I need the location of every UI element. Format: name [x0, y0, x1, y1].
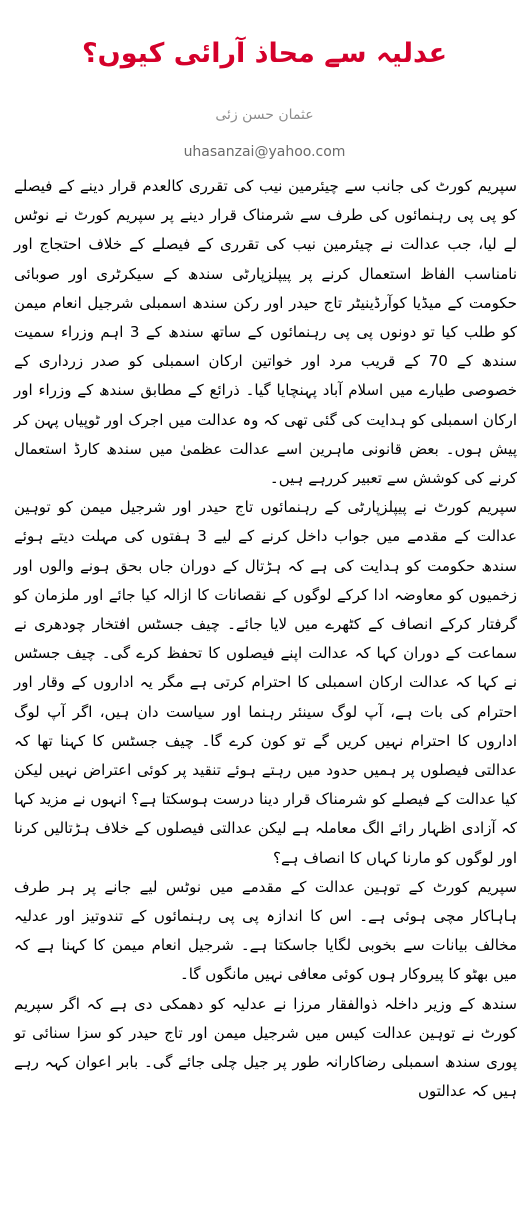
- article-paragraph: سپریم کورٹ کی جانب سے چیئرمین نیب کی تقرری کالعدم قرار دینے کے فیصلے کو پی پی رہنمائوں کی طرف سے شرمناک قرار دینے پر سپریم کورٹ نے نوٹس لے لیا، جب عدالت نے چیئرمین نیب کی تقرری کے فیصلے کے خلاف احتجاج اور نامناسب الفاظ استعمال کرنے پر پیپلزپارٹی سندھ کے سیکرٹری اور صوبائی حکومت کے میڈیا کوآرڈینیٹر تاج حیدر اور رکن سندھ اسمبلی شرجیل انعام میمن کو طلب کیا تو دونوں پی پی رہنمائوں کے ساتھ سندھ کے 3 اہم وزراء سمیت سندھ کے 70 کے قریب مرد اور خواتین ارکان اسمبلی کو صدر زرداری کے خصوصی طیارے میں اسلام آباد پہنچایا گیا۔ ذرائع کے مطابق سندھ کے وزراء اور ارکان اسمبلی کو ہدایت کی گئی تھی کہ وہ عدالت میں اجرک اور ٹوپیاں پہن کر پیش ہوں۔ بعض قانونی ماہرین اسے عدالت عظمیٰ میں سندھ کارڈ استعمال کرنے کی کوشش سے تعبیر کررہے ہیں۔: [14, 177, 517, 488]
- article-paragraph: سندھ کے وزیر داخلہ ذوالفقار مرزا نے عدلیہ کو دھمکی دی ہے کہ اگر سپریم کورٹ نے توہین عدالت کیس میں شرجیل میمن اور تاج حیدر کو سزا سنائی تو پوری سندھ اسمبلی رضاکارانہ طور پر جیل چلی جائے گی۔ بابر اعوان کہہ رہے ہیں کہ عدالتوں: [14, 994, 517, 1101]
- article-paragraph: سپریم کورٹ کے توہین عدالت کے مقدمے میں نوٹس لیے جانے پر ہر طرف ہاہاکار مچی ہوئی ہے۔ اس کا اندازہ پی پی رہنمائوں کے تندوتیز اور عدلیہ مخالف بیانات سے بخوبی لگایا جاسکتا ہے۔ شرجیل انعام میمن کا کہنا ہے کہ میں بھٹو کا پیروکار ہوں کوئی معافی نہیں مانگوں گا۔: [14, 877, 517, 984]
- article-title: عدلیہ سے محاذ آرائی کیوں؟: [81, 38, 448, 70]
- author-email: uhasanzai@yahoo.com: [183, 144, 346, 160]
- article-paragraph: سپریم کورٹ نے پیپلزپارٹی کے رہنمائوں تاج حیدر اور شرجیل میمن کو توہین عدالت کے مقدمے میں جواب داخل کرنے کے لیے 3 ہفتوں کی مہلت دیتے ہوئے سندھ حکومت کو ہدایت کی ہے کہ ہڑتال کے دوران جاں بحق ہونے والوں اور زخمیوں کو معاوضہ ادا کرکے لوگوں کے نقصانات کا ازالہ کیا جائے اور ملزمان کو گرفتار کرکے انصاف کے کٹھرے میں لایا جائے۔ چیف جسٹس افتخار چودھری نے سماعت کے دوران کہا کہ عدالت اپنے فیصلوں کا تحفظ کرے گی۔ چیف جسٹس نے کہا کہ عدالت ارکان اسمبلی کا احترام کرتی ہے مگر یہ اداروں کے وقار اور احترام کی بات ہے، آپ لوگ سینئر رہنما اور سیاست دان ہیں، اگر آپ لوگ اداروں کا احترام نہیں کریں گے تو کون کرے گا۔ چیف جسٹس کا کہنا تھا کہ عدالتی فیصلوں پر ہمیں حدود میں رہتے ہوئے تنقید پر کوئی اعتراض نہیں لیکن کیا عدالت کے فیصلے کو شرمناک قرار دینا درست ہوسکتا ہے؟ انہوں نے مزید کہا کہ آزادی اظہار رائے الگ معاملہ ہے لیکن عدالتی فیصلوں کے خلاف ہڑتالیں کرنا اور لوگوں کو مارنا کہاں کا انصاف ہے؟: [14, 498, 517, 867]
- article-body: [14, 172, 517, 1107]
- author-name: عثمان حسن زئی: [215, 107, 314, 123]
